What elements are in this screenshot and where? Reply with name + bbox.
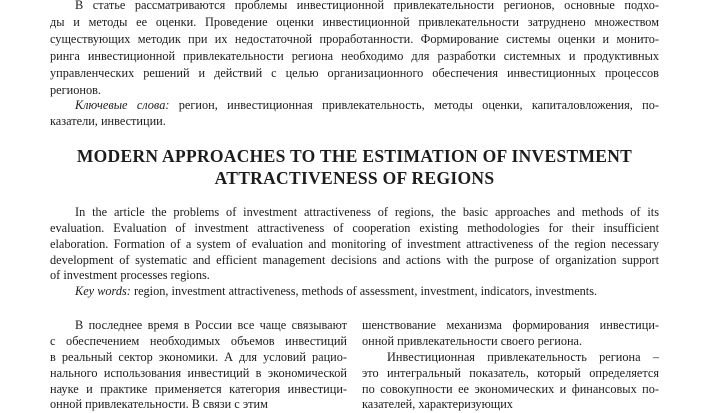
ru-keywords-text: регион, инвестиционная привлекательность, методы оценки, капиталовложения, по- [169, 98, 659, 112]
ru-abstract-line: ринга инвестиционной привлекательности региона необходимо для разработки системных и продуктивных [50, 49, 659, 63]
en-keywords [75, 283, 597, 300]
body-line: с обеспечением необходимых объемов инвестиций [50, 334, 347, 348]
article-title-line1: MODERN APPROACHES TO THE ESTIMATION OF INVESTMENT [76, 146, 633, 166]
ru-keywords-cont: казатели, инвестиции. [50, 114, 166, 128]
body-line: казателей, характеризующих [362, 397, 513, 411]
body-line: нального использования инвестиций в экономической [50, 366, 347, 380]
body-line: по совокупности ее экономических и финансовых по- [362, 382, 659, 396]
ru-keywords [50, 97, 659, 114]
body-line: Инвестиционная привлекательность региона – [387, 350, 659, 364]
en-abstract-line: elaboration. Formation of a system of evaluation and monitoring of investment attractiveness of the region necessary [50, 237, 659, 251]
en-abstract-line: of investment processes regions. [50, 268, 210, 282]
body-line: онной привлекательности своего региона. [362, 334, 583, 348]
ru-abstract-line: управленческих решений и действий с целью организационного обеспечения инвестиционных процессов [50, 66, 659, 80]
en-keywords-text: region, investment attractiveness, methods of assessment, investment, indicators, investments. [130, 284, 598, 298]
ru-abstract-line: существующих методик при их недостаточной проработанности. Формирование системы оценки и монито- [50, 32, 659, 46]
ru-abstract-line: В статье рассматриваются проблемы инвестиционной привлекательности регионов, основные подхо- [75, 0, 659, 12]
ru-keywords-label: Ключевые слова: [75, 98, 170, 112]
article-title-line2: ATTRACTIVENESS OF REGIONS [214, 168, 495, 188]
body-line: шенствование механизма формирования инвестици- [362, 318, 659, 332]
body-line: в реальный сектор экономики. А для условий рацио- [50, 350, 347, 364]
body-line: онной привлекательности. В связи с этим [50, 397, 268, 411]
en-keywords-label: Key words: [75, 284, 131, 298]
en-abstract-line: In the article the problems of investment attractiveness of regions, the basic approaches and methods of its [75, 205, 659, 219]
body-line: науке и практике применяется категория инвестици- [50, 382, 347, 396]
en-abstract-line: development of systematic and efficient management decisions and actions with the purpose of organization support [50, 253, 659, 267]
body-line: В последнее время в России все чаще связывают [75, 318, 347, 332]
ru-abstract-line: регионов. [50, 83, 101, 97]
en-abstract-line: evaluation. Evaluation of investment attractiveness of cooperation existing methodologies for their insufficient [50, 221, 659, 235]
ru-abstract-line: ды и методы ее оценки. Проведение оценки инвестиционной привлекательности затруднено множеством [50, 15, 659, 29]
body-line: это интегральный показатель, который определяется [362, 366, 659, 380]
